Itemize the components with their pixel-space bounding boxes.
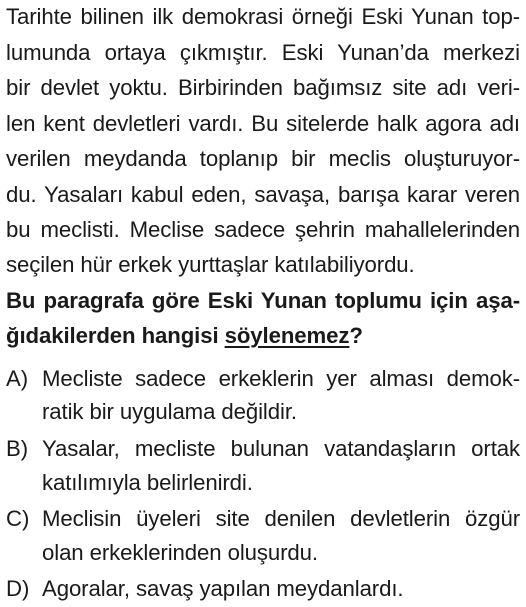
passage-line: bir devlet yoktu. Birbirinden bağımsız site adı veri- [6, 75, 520, 100]
option-text: Meclisin üyeleri site denilen devletlerin özgür [42, 506, 520, 531]
question-line: Bu paragrafa göre Eski Yunan toplumu için aşa- [6, 288, 520, 313]
passage-line: seçilen hür erkek yurttaşlar katılabiliyordu. [6, 252, 415, 277]
option-text: katılımıyla belirlenirdi. [42, 470, 253, 495]
question-emphasis: söylenemez [224, 323, 350, 348]
passage-line: Tarihte bilinen ilk demokrasi örneği Eski Yunan top- [6, 4, 520, 29]
option-letter: B) [6, 436, 29, 461]
passage-line: lumunda ortaya çıkmıştır. Eski Yunan’da merkezi [6, 40, 520, 65]
question-line [6, 320, 520, 351]
option-text: Yasalar, mecliste bulunan vatandaşların ortak [42, 436, 520, 461]
option-letter: D) [6, 576, 30, 601]
option-letter: C) [6, 506, 30, 531]
passage-line: du. Yasaları kabul eden, savaşa, barışa karar veren [6, 182, 520, 207]
option-text: olan erkeklerinden oluşurdu. [42, 540, 318, 565]
option-text: Agoralar, savaş yapılan meydanlardı. [42, 576, 404, 601]
passage-line: verilen meydanda toplanıp bir meclis oluşturuyor- [6, 146, 520, 171]
passage-line: len kent devletleri vardı. Bu sitelerde halk agora adı [6, 111, 520, 136]
question-text: ğıdakilerden hangisi [6, 323, 225, 348]
option-text: Mecliste sadece erkeklerin yer alması demok- [42, 366, 520, 391]
passage-line: bu meclisti. Meclise sadece şehrin mahallelerinden [6, 217, 520, 242]
question-mark: ? [349, 323, 363, 348]
option-letter: A) [6, 366, 29, 391]
option-text: ratik bir uygulama değildir. [42, 399, 297, 424]
